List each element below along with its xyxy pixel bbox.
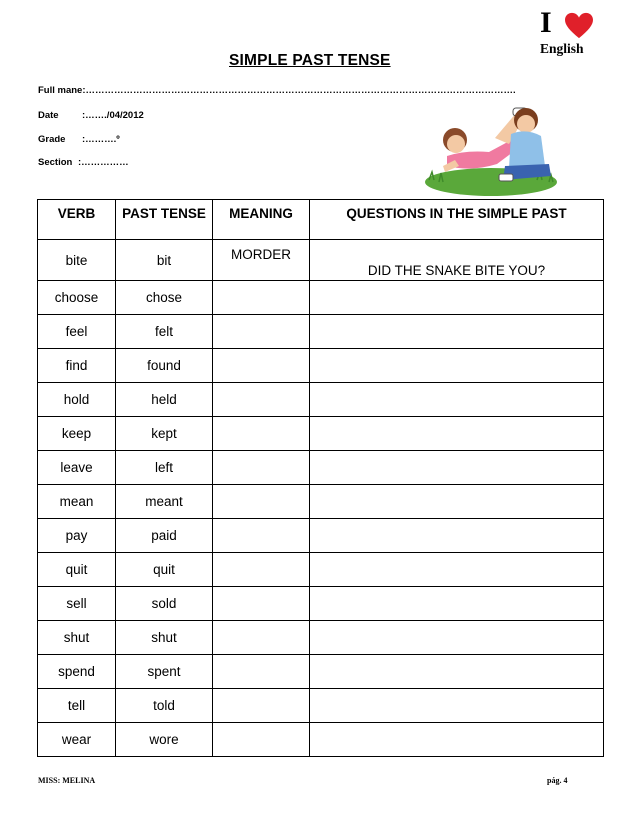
full-name-field xyxy=(38,85,516,96)
meaning-cell[interactable] xyxy=(213,383,310,417)
i-love-english-logo xyxy=(538,8,598,60)
past-tense-cell: felt xyxy=(116,315,213,349)
verb-cell: quit xyxy=(38,553,116,587)
date-field xyxy=(38,110,144,121)
past-tense-cell: told xyxy=(116,689,213,723)
question-cell[interactable] xyxy=(310,723,604,757)
question-cell[interactable] xyxy=(310,451,604,485)
verbs-table xyxy=(37,199,604,757)
meaning-cell[interactable] xyxy=(213,621,310,655)
meaning-cell[interactable] xyxy=(213,519,310,553)
past-tense-cell: shut xyxy=(116,621,213,655)
verb-cell: find xyxy=(38,349,116,383)
past-tense-cell: held xyxy=(116,383,213,417)
table-row xyxy=(38,281,604,315)
past-tense-cell: quit xyxy=(116,553,213,587)
meaning-cell: MORDER xyxy=(213,240,310,281)
section-value: :…………… xyxy=(78,157,129,168)
meaning-cell[interactable] xyxy=(213,315,310,349)
past-tense-cell: spent xyxy=(116,655,213,689)
meaning-cell[interactable] xyxy=(213,553,310,587)
table-row xyxy=(38,519,604,553)
question-cell[interactable] xyxy=(310,689,604,723)
verb-cell: mean xyxy=(38,485,116,519)
section-label: Section xyxy=(38,157,73,168)
children-clipart xyxy=(425,96,560,198)
full-name-label: Full mane:………………………………………………………………………………………………………………………. xyxy=(38,85,516,96)
table-row xyxy=(38,417,604,451)
table-row xyxy=(38,349,604,383)
verb-cell: sell xyxy=(38,587,116,621)
date-value: :……./04/2012 xyxy=(82,110,144,121)
past-tense-cell: wore xyxy=(116,723,213,757)
section-field xyxy=(38,157,129,168)
verb-cell: spend xyxy=(38,655,116,689)
past-tense-cell: bit xyxy=(116,240,213,281)
question-cell[interactable] xyxy=(310,621,604,655)
header-verb: VERB xyxy=(38,200,116,240)
verb-cell: hold xyxy=(38,383,116,417)
meaning-cell[interactable] xyxy=(213,281,310,315)
table-row xyxy=(38,485,604,519)
past-tense-cell: sold xyxy=(116,587,213,621)
header-questions: QUESTIONS IN THE SIMPLE PAST xyxy=(310,200,604,240)
verb-cell: tell xyxy=(38,689,116,723)
verb-cell: feel xyxy=(38,315,116,349)
verb-cell: keep xyxy=(38,417,116,451)
meaning-cell[interactable] xyxy=(213,587,310,621)
question-cell[interactable] xyxy=(310,485,604,519)
past-tense-cell: kept xyxy=(116,417,213,451)
logo-word: English xyxy=(540,41,584,56)
meaning-cell[interactable] xyxy=(213,655,310,689)
table-row xyxy=(38,689,604,723)
table-row xyxy=(38,655,604,689)
logo-letter: I xyxy=(540,6,552,39)
date-label: Date xyxy=(38,110,59,121)
verb-cell: shut xyxy=(38,621,116,655)
verb-cell: leave xyxy=(38,451,116,485)
table-row xyxy=(38,723,604,757)
table-row xyxy=(38,315,604,349)
question-cell[interactable] xyxy=(310,315,604,349)
table-row xyxy=(38,621,604,655)
table-header-row xyxy=(38,200,604,240)
table-row xyxy=(38,240,604,281)
question-cell[interactable] xyxy=(310,587,604,621)
table-row xyxy=(38,451,604,485)
question-cell: DID THE SNAKE BITE YOU? xyxy=(310,240,604,281)
table-row xyxy=(38,587,604,621)
grade-label: Grade xyxy=(38,134,66,145)
grade-field xyxy=(38,134,120,145)
page-title: SIMPLE PAST TENSE xyxy=(229,52,391,69)
verb-cell: choose xyxy=(38,281,116,315)
past-tense-cell: left xyxy=(116,451,213,485)
question-cell[interactable] xyxy=(310,417,604,451)
table-row xyxy=(38,553,604,587)
verb-cell: bite xyxy=(38,240,116,281)
question-cell[interactable] xyxy=(310,349,604,383)
table-row xyxy=(38,383,604,417)
meaning-cell[interactable] xyxy=(213,349,310,383)
verb-cell: pay xyxy=(38,519,116,553)
meaning-cell[interactable] xyxy=(213,417,310,451)
question-cell[interactable] xyxy=(310,281,604,315)
past-tense-cell: meant xyxy=(116,485,213,519)
heart-icon xyxy=(564,12,594,40)
verb-cell: wear xyxy=(38,723,116,757)
meaning-cell[interactable] xyxy=(213,485,310,519)
footer-page-number: pág. 4 xyxy=(547,776,568,785)
footer-teacher: MISS: MELINA xyxy=(38,776,96,785)
grade-value: :……….º xyxy=(82,134,120,145)
past-tense-cell: found xyxy=(116,349,213,383)
past-tense-cell: paid xyxy=(116,519,213,553)
question-cell[interactable] xyxy=(310,519,604,553)
header-meaning: MEANING xyxy=(213,200,310,240)
question-cell[interactable] xyxy=(310,553,604,587)
past-tense-cell: chose xyxy=(116,281,213,315)
meaning-cell[interactable] xyxy=(213,723,310,757)
question-cell[interactable] xyxy=(310,655,604,689)
meaning-cell[interactable] xyxy=(213,689,310,723)
meaning-cell[interactable] xyxy=(213,451,310,485)
question-cell[interactable] xyxy=(310,383,604,417)
header-past-tense: PAST TENSE xyxy=(116,200,213,240)
